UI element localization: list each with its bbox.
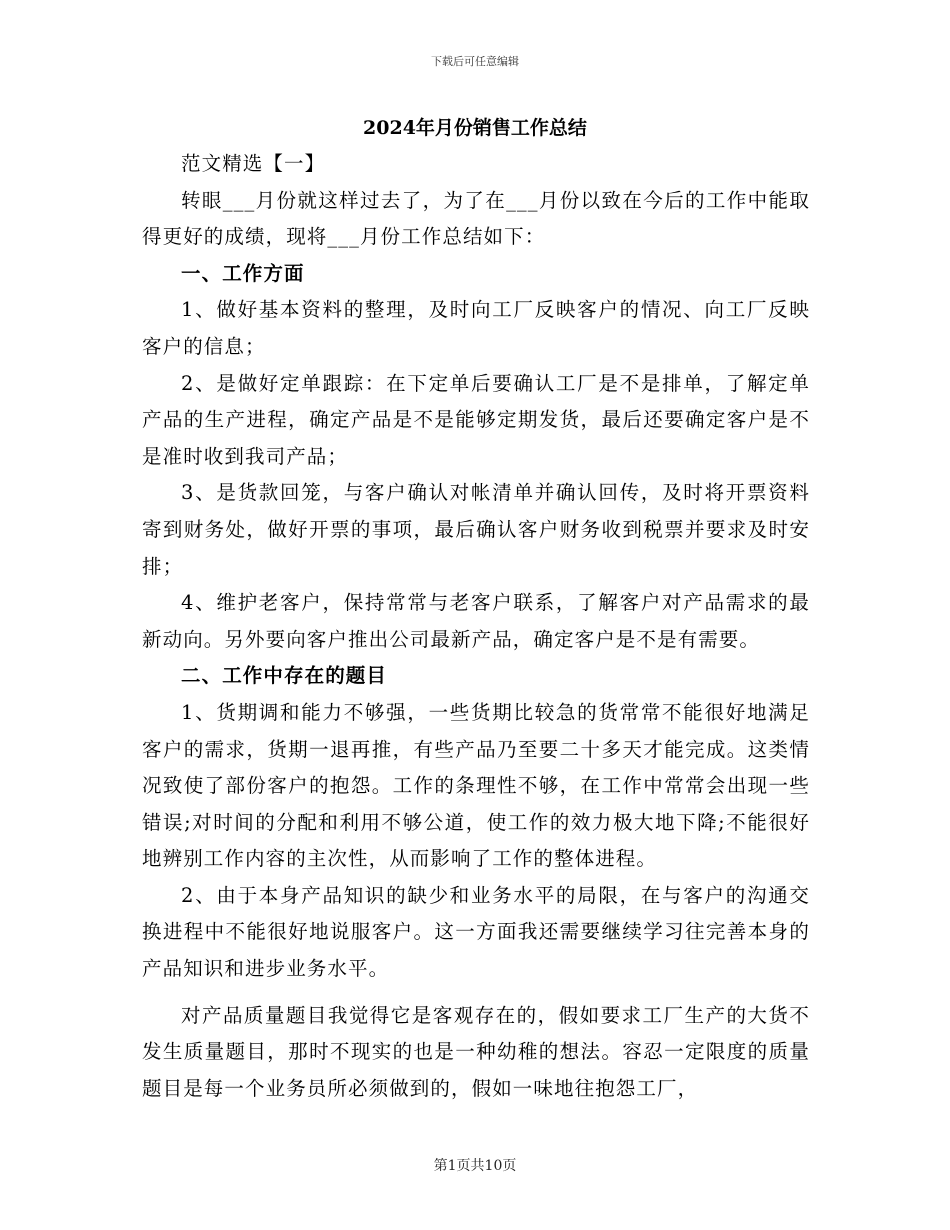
quality-paragraph: 对产品质量题目我觉得它是客观存在的，假如要求工厂生产的大货不发生质量题目，那时不现实的也是一种幼稚的想法。容忍一定限度的质量题目是每一个业务员所必须做到的，假如一味地往抱怨工厂， [142,1003,810,1100]
intro-paragraph: 转眼___月份就这样过去了，为了在___月份以致在今后的工作中能取得更好的成绩，现将___月份工作总结如下： [142,188,810,249]
work-item-4: 4、维护老客户，保持常常与老客户联系，了解客户对产品需求的最新动向。另外要向客户推出公司最新产品，确定客户是不是有需要。 [142,591,810,651]
document-body [142,146,810,1107]
work-item-2: 2、是做好定单跟踪：在下定单后要确认工厂是不是排单，了解定单产品的生产进程，确定产品是不是能够定期发货，最后还要确定客户是不是准时收到我司产品； [142,371,810,468]
problem-item-1: 1、货期调和能力不够强，一些货期比较急的货常常不能很好地满足客户的需求，货期一退再推，有些产品乃至要二十多天才能完成。这类情况致使了部份客户的抱怨。工作的条理性不够，在工作中常常会出现一些错误;对时间的分配和利用不够公道，使工作的效力极大地下降;不能很好地辨别工作内容的主次性，从而影响了工作的整体进程。 [142,700,810,871]
section-heading-work: 一、工作方面 [181,261,305,285]
work-item-1: 1、做好基本资料的整理，及时向工厂反映客户的情况、向工厂反映客户的信息； [142,298,810,358]
work-item-3: 3、是货款回笼，与客户确认对帐清单并确认回传，及时将开票资料寄到财务处，做好开票的事项，最后确认客户财务收到税票并要求及时安排； [142,481,810,578]
section-label: 范文精选【一】 [181,152,326,175]
document-title: 2024年月份销售工作总结 [363,117,587,139]
problem-item-2: 2、由于本身产品知识的缺少和业务水平的局限，在与客户的沟通交换进程中不能很好地说服客户。这一方面我还需要继续学习往完善本身的产品知识和进步业务水平。 [142,883,810,981]
section-heading-problems: 二、工作中存在的题目 [181,664,388,688]
page-header-note: 下载后可任意编辑 [431,55,519,68]
page-number-footer: 第1页共10页 [433,1158,517,1174]
